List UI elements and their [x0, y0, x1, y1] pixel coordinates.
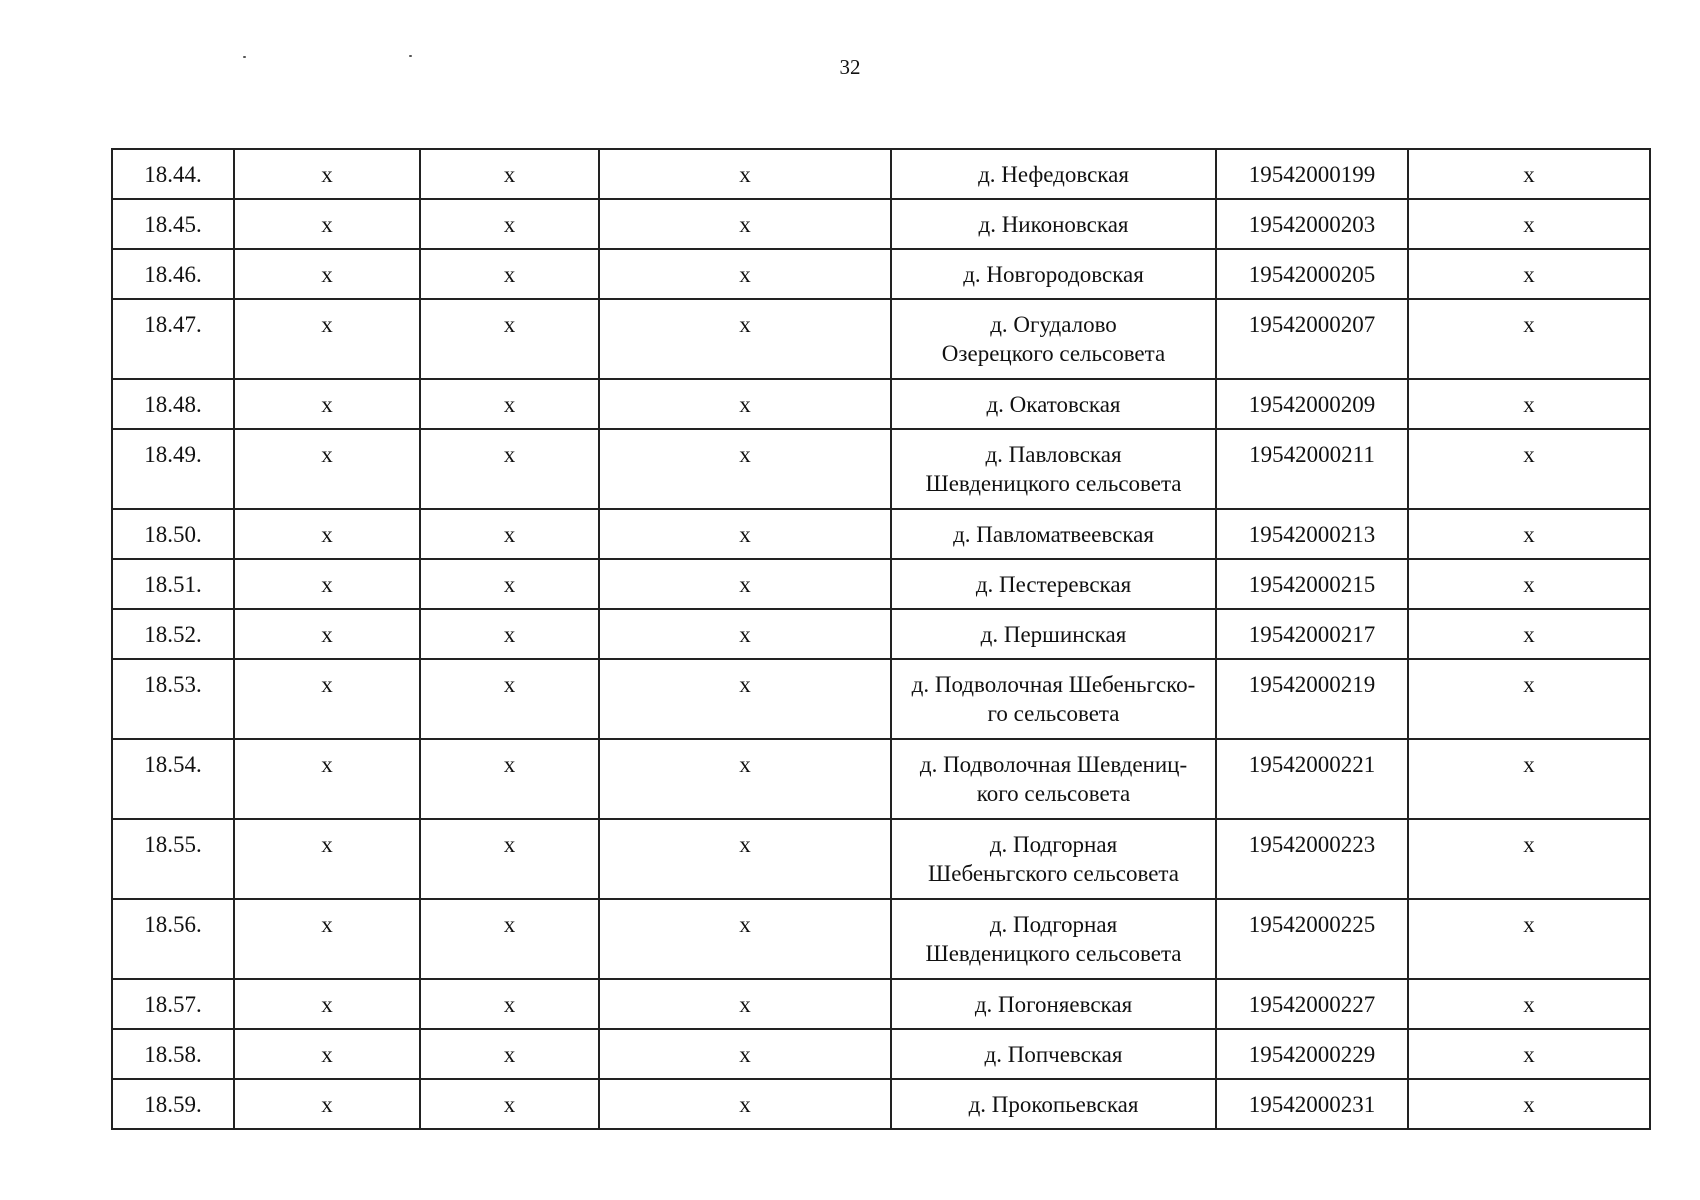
placeholder-cell: х — [1408, 819, 1650, 899]
row-number-cell: 18.52. — [112, 609, 234, 659]
placeholder-cell: х — [599, 429, 891, 509]
okato-code-cell: 19542000211 — [1216, 429, 1408, 509]
registry-table — [111, 148, 1651, 1130]
placeholder-cell: х — [599, 379, 891, 429]
placeholder-cell: х — [420, 1029, 599, 1079]
placeholder-cell: х — [1408, 559, 1650, 609]
okato-code-cell: 19542000213 — [1216, 509, 1408, 559]
placeholder-cell: х — [234, 819, 420, 899]
settlement-name-cell: д. Новгородовская — [891, 249, 1216, 299]
row-number-cell: 18.58. — [112, 1029, 234, 1079]
table-row — [112, 149, 1650, 199]
placeholder-cell: х — [420, 199, 599, 249]
placeholder-cell: х — [420, 659, 599, 739]
okato-code-cell: 19542000209 — [1216, 379, 1408, 429]
placeholder-cell: х — [420, 559, 599, 609]
placeholder-cell: х — [234, 379, 420, 429]
settlement-name-cell: д. Погоняевская — [891, 979, 1216, 1029]
placeholder-cell: х — [234, 1029, 420, 1079]
table-row — [112, 429, 1650, 509]
row-number-cell: 18.56. — [112, 899, 234, 979]
placeholder-cell: х — [1408, 429, 1650, 509]
placeholder-cell: х — [1408, 1079, 1650, 1129]
okato-code-cell: 19542000231 — [1216, 1079, 1408, 1129]
okato-code-cell: 19542000203 — [1216, 199, 1408, 249]
table-row — [112, 819, 1650, 899]
row-number-cell: 18.50. — [112, 509, 234, 559]
table-row — [112, 979, 1650, 1029]
placeholder-cell: х — [1408, 379, 1650, 429]
placeholder-cell: х — [420, 429, 599, 509]
okato-code-cell: 19542000227 — [1216, 979, 1408, 1029]
placeholder-cell: х — [1408, 1029, 1650, 1079]
placeholder-cell: х — [599, 659, 891, 739]
placeholder-cell: х — [599, 1029, 891, 1079]
settlement-name-cell: д. Подволочная Шебеньгско- го сельсовета — [891, 659, 1216, 739]
settlement-name-cell: д. Павловская Шевденицкого сельсовета — [891, 429, 1216, 509]
settlement-name-cell: д. Подгорная Шевденицкого сельсовета — [891, 899, 1216, 979]
okato-code-cell: 19542000221 — [1216, 739, 1408, 819]
settlement-name-cell: д. Никоновская — [891, 199, 1216, 249]
table-row — [112, 609, 1650, 659]
table-row — [112, 659, 1650, 739]
row-number-cell: 18.49. — [112, 429, 234, 509]
row-number-cell: 18.48. — [112, 379, 234, 429]
okato-code-cell: 19542000219 — [1216, 659, 1408, 739]
settlement-name-cell: д. Нефедовская — [891, 149, 1216, 199]
settlement-name-cell: д. Подволочная Шевдениц- кого сельсовета — [891, 739, 1216, 819]
placeholder-cell: х — [599, 819, 891, 899]
placeholder-cell: х — [599, 739, 891, 819]
okato-code-cell: 19542000215 — [1216, 559, 1408, 609]
placeholder-cell: х — [234, 1079, 420, 1129]
placeholder-cell: х — [1408, 249, 1650, 299]
table-row — [112, 379, 1650, 429]
scan-speck — [409, 55, 412, 57]
settlement-name-cell: д. Першинская — [891, 609, 1216, 659]
placeholder-cell: х — [420, 509, 599, 559]
row-number-cell: 18.53. — [112, 659, 234, 739]
table-row — [112, 199, 1650, 249]
placeholder-cell: х — [234, 609, 420, 659]
table-row — [112, 559, 1650, 609]
placeholder-cell: х — [1408, 299, 1650, 379]
okato-code-cell: 19542000199 — [1216, 149, 1408, 199]
settlement-name-cell: д. Окатовская — [891, 379, 1216, 429]
table-row — [112, 899, 1650, 979]
table-row — [112, 249, 1650, 299]
placeholder-cell: х — [599, 609, 891, 659]
placeholder-cell: х — [420, 899, 599, 979]
placeholder-cell: х — [234, 429, 420, 509]
placeholder-cell: х — [1408, 509, 1650, 559]
placeholder-cell: х — [234, 249, 420, 299]
placeholder-cell: х — [234, 659, 420, 739]
settlement-name-cell: д. Прокопьевская — [891, 1079, 1216, 1129]
row-number-cell: 18.51. — [112, 559, 234, 609]
placeholder-cell: х — [599, 979, 891, 1029]
okato-code-cell: 19542000225 — [1216, 899, 1408, 979]
placeholder-cell: х — [1408, 899, 1650, 979]
placeholder-cell: х — [234, 299, 420, 379]
placeholder-cell: х — [234, 899, 420, 979]
placeholder-cell: х — [234, 509, 420, 559]
okato-code-cell: 19542000205 — [1216, 249, 1408, 299]
placeholder-cell: х — [234, 739, 420, 819]
okato-code-cell: 19542000217 — [1216, 609, 1408, 659]
okato-code-cell: 19542000223 — [1216, 819, 1408, 899]
placeholder-cell: х — [1408, 609, 1650, 659]
table-row — [112, 1029, 1650, 1079]
placeholder-cell: х — [420, 819, 599, 899]
placeholder-cell: х — [599, 559, 891, 609]
table-row — [112, 509, 1650, 559]
placeholder-cell: х — [420, 609, 599, 659]
okato-code-cell: 19542000207 — [1216, 299, 1408, 379]
row-number-cell: 18.47. — [112, 299, 234, 379]
settlement-name-cell: д. Павломатвеевская — [891, 509, 1216, 559]
placeholder-cell: х — [420, 379, 599, 429]
placeholder-cell: х — [420, 979, 599, 1029]
row-number-cell: 18.46. — [112, 249, 234, 299]
placeholder-cell: х — [1408, 739, 1650, 819]
placeholder-cell: х — [599, 1079, 891, 1129]
settlement-name-cell: д. Подгорная Шебеньгского сельсовета — [891, 819, 1216, 899]
placeholder-cell: х — [420, 149, 599, 199]
row-number-cell: 18.55. — [112, 819, 234, 899]
table-row — [112, 1079, 1650, 1129]
row-number-cell: 18.45. — [112, 199, 234, 249]
placeholder-cell: х — [420, 249, 599, 299]
placeholder-cell: х — [599, 249, 891, 299]
settlement-name-cell: д. Попчевская — [891, 1029, 1216, 1079]
placeholder-cell: х — [599, 509, 891, 559]
settlement-name-cell: д. Пестеревская — [891, 559, 1216, 609]
row-number-cell: 18.44. — [112, 149, 234, 199]
placeholder-cell: х — [599, 899, 891, 979]
placeholder-cell: х — [234, 979, 420, 1029]
placeholder-cell: х — [1408, 979, 1650, 1029]
settlement-name-cell: д. Огудалово Озерецкого сельсовета — [891, 299, 1216, 379]
row-number-cell: 18.57. — [112, 979, 234, 1029]
placeholder-cell: х — [420, 1079, 599, 1129]
placeholder-cell: х — [599, 149, 891, 199]
table-row — [112, 739, 1650, 819]
placeholder-cell: х — [234, 199, 420, 249]
placeholder-cell: х — [1408, 199, 1650, 249]
row-number-cell: 18.59. — [112, 1079, 234, 1129]
placeholder-cell: х — [599, 199, 891, 249]
row-number-cell: 18.54. — [112, 739, 234, 819]
placeholder-cell: х — [234, 559, 420, 609]
placeholder-cell: х — [599, 299, 891, 379]
registry-table-body — [112, 149, 1650, 1129]
page-number: 32 — [839, 55, 861, 79]
okato-code-cell: 19542000229 — [1216, 1029, 1408, 1079]
scan-speck — [243, 56, 246, 58]
placeholder-cell: х — [1408, 149, 1650, 199]
placeholder-cell: х — [234, 149, 420, 199]
table-row — [112, 299, 1650, 379]
placeholder-cell: х — [1408, 659, 1650, 739]
placeholder-cell: х — [420, 299, 599, 379]
placeholder-cell: х — [420, 739, 599, 819]
